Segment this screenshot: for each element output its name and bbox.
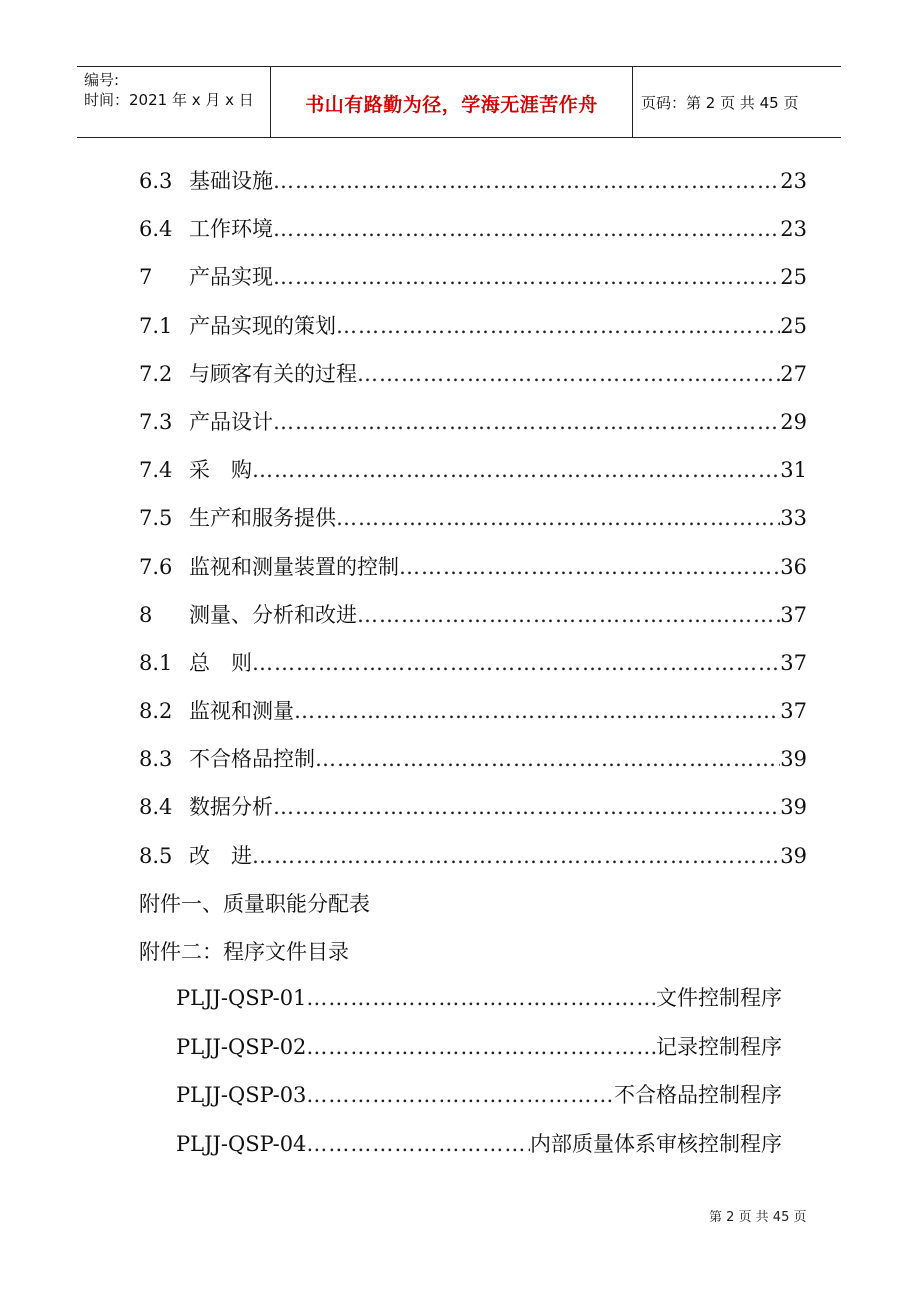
toc-entry xyxy=(139,163,807,211)
toc-entry-title: 监视和测量 xyxy=(189,699,294,724)
toc-dot-leader xyxy=(273,789,780,825)
toc-entry-number: 8.4 xyxy=(139,795,173,820)
appendix-2-heading: 附件二：程序文件目录 xyxy=(139,940,349,964)
procedure-dot-leader xyxy=(306,980,656,1016)
procedure-dot-leader xyxy=(306,1077,614,1113)
toc-entry xyxy=(139,308,807,356)
procedure-entry xyxy=(176,1077,782,1126)
toc-entry-number: 7.4 xyxy=(139,458,173,483)
procedure-dot-leader xyxy=(306,1029,656,1065)
toc-entry-page: 29 xyxy=(780,409,807,434)
toc-entry-number: 7.5 xyxy=(139,506,173,531)
toc-entry-page: 25 xyxy=(780,313,807,338)
header-motto: 书山有路勤为径，学海无涯苦作舟 xyxy=(305,94,598,116)
toc-entry xyxy=(139,645,807,693)
toc-dot-leader xyxy=(252,645,780,681)
toc-entry-page: 23 xyxy=(780,169,807,193)
procedure-entry xyxy=(176,1029,782,1078)
toc-dot-leader xyxy=(294,693,780,729)
toc-dot-leader xyxy=(273,259,780,295)
procedure-list xyxy=(176,980,782,1174)
toc-entry-number: 8 xyxy=(139,602,153,627)
page-header xyxy=(77,66,841,138)
toc-dot-leader xyxy=(273,404,780,440)
toc-entry-page: 39 xyxy=(780,795,807,820)
toc-entry xyxy=(139,549,807,597)
procedure-code: PLJJ-QSP-02 xyxy=(176,1034,307,1059)
toc-entry xyxy=(139,356,807,404)
toc-entry xyxy=(139,741,807,789)
toc-entry-title: 测量、分析和改进 xyxy=(189,602,357,627)
toc-entry xyxy=(139,452,807,500)
toc-entry-title: 与顾客有关的过程 xyxy=(189,361,357,386)
procedure-title: 文件控制程序 xyxy=(656,986,782,1010)
toc-entry-title: 改 进 xyxy=(189,843,252,868)
toc-entry-page: 37 xyxy=(780,602,807,627)
toc-entry-title: 监视和测量装置的控制 xyxy=(189,554,399,579)
toc-dot-leader xyxy=(273,211,780,247)
toc-entry-page: 23 xyxy=(780,217,807,242)
document-number-label: 编号: xyxy=(84,71,120,89)
toc-dot-leader xyxy=(336,500,780,536)
header-page-info: 页码：第 2 页 共 45 页 xyxy=(641,94,799,112)
toc-entry-number: 7.1 xyxy=(139,313,173,338)
toc-entry-title: 采 购 xyxy=(189,458,252,483)
toc-entry-number: 8.2 xyxy=(139,699,173,724)
toc-entry-page: 37 xyxy=(780,699,807,724)
toc-dot-leader xyxy=(357,356,780,392)
toc-dot-leader xyxy=(357,597,780,633)
toc-entry-number: 6.3 xyxy=(139,169,173,193)
toc-entry xyxy=(139,259,807,307)
toc-entry xyxy=(139,597,807,645)
toc-entry-number: 8.5 xyxy=(139,843,173,868)
toc-entry-number: 7.2 xyxy=(139,361,173,386)
toc-entry-page: 39 xyxy=(780,747,807,772)
procedure-entry xyxy=(176,980,782,1029)
toc-dot-leader xyxy=(315,741,780,777)
toc-entry-number: 7.3 xyxy=(139,409,173,434)
toc-entry xyxy=(139,789,807,837)
procedure-code: PLJJ-QSP-01 xyxy=(176,986,307,1010)
toc-dot-leader xyxy=(252,838,780,874)
procedure-entry xyxy=(176,1126,782,1175)
toc-entry-number: 8.1 xyxy=(139,650,173,675)
header-motto-cell xyxy=(271,67,633,137)
toc-entry-page: 37 xyxy=(780,650,807,675)
toc-entry-title: 总 则 xyxy=(189,650,252,675)
toc-entry-page: 31 xyxy=(780,458,807,483)
procedure-code: PLJJ-QSP-04 xyxy=(176,1131,307,1156)
toc-entry xyxy=(139,404,807,452)
toc-entry-number: 6.4 xyxy=(139,217,173,242)
toc-entry-title: 数据分析 xyxy=(189,795,273,820)
page-footer: 第 2 页 共 45 页 xyxy=(709,1210,807,1225)
toc-entry-page: 25 xyxy=(780,265,807,290)
toc-entry-title: 工作环境 xyxy=(189,217,273,242)
toc-entry-title: 产品实现 xyxy=(189,265,273,290)
document-time-label: 时间：2021 年 x 月 x 日 xyxy=(84,91,254,109)
header-info-cell xyxy=(77,67,271,137)
appendix-1-heading: 附件一、质量职能分配表 xyxy=(139,891,370,916)
toc-dot-leader xyxy=(252,452,780,488)
toc-entry xyxy=(139,838,807,886)
toc-entry-page: 36 xyxy=(780,554,807,579)
toc-dot-leader xyxy=(399,549,780,585)
header-page-cell xyxy=(633,67,841,137)
toc-entry-number: 7.6 xyxy=(139,554,173,579)
toc-entry-title: 产品设计 xyxy=(189,409,273,434)
toc-entry xyxy=(139,693,807,741)
procedure-title: 不合格品控制程序 xyxy=(614,1083,782,1107)
toc-dot-leader xyxy=(273,163,780,199)
toc-entry-page: 27 xyxy=(780,361,807,386)
toc-entry xyxy=(139,211,807,259)
toc-entry-title: 产品实现的策划 xyxy=(189,313,336,338)
toc-entry xyxy=(139,500,807,548)
toc-entry-page: 39 xyxy=(780,843,807,868)
toc-entry-title: 基础设施 xyxy=(189,169,273,193)
toc-entry-title: 生产和服务提供 xyxy=(189,506,336,531)
toc-dot-leader xyxy=(336,308,780,344)
procedure-title: 内部质量体系审核控制程序 xyxy=(530,1131,782,1156)
procedure-dot-leader xyxy=(306,1126,530,1162)
toc-entry-page: 33 xyxy=(780,506,807,531)
toc-entry-number: 7 xyxy=(139,265,153,290)
toc-entry-title: 不合格品控制 xyxy=(189,747,315,772)
table-of-contents xyxy=(139,163,807,982)
procedure-title: 记录控制程序 xyxy=(656,1034,782,1059)
procedure-code: PLJJ-QSP-03 xyxy=(176,1083,307,1107)
toc-entry-number: 8.3 xyxy=(139,747,173,772)
